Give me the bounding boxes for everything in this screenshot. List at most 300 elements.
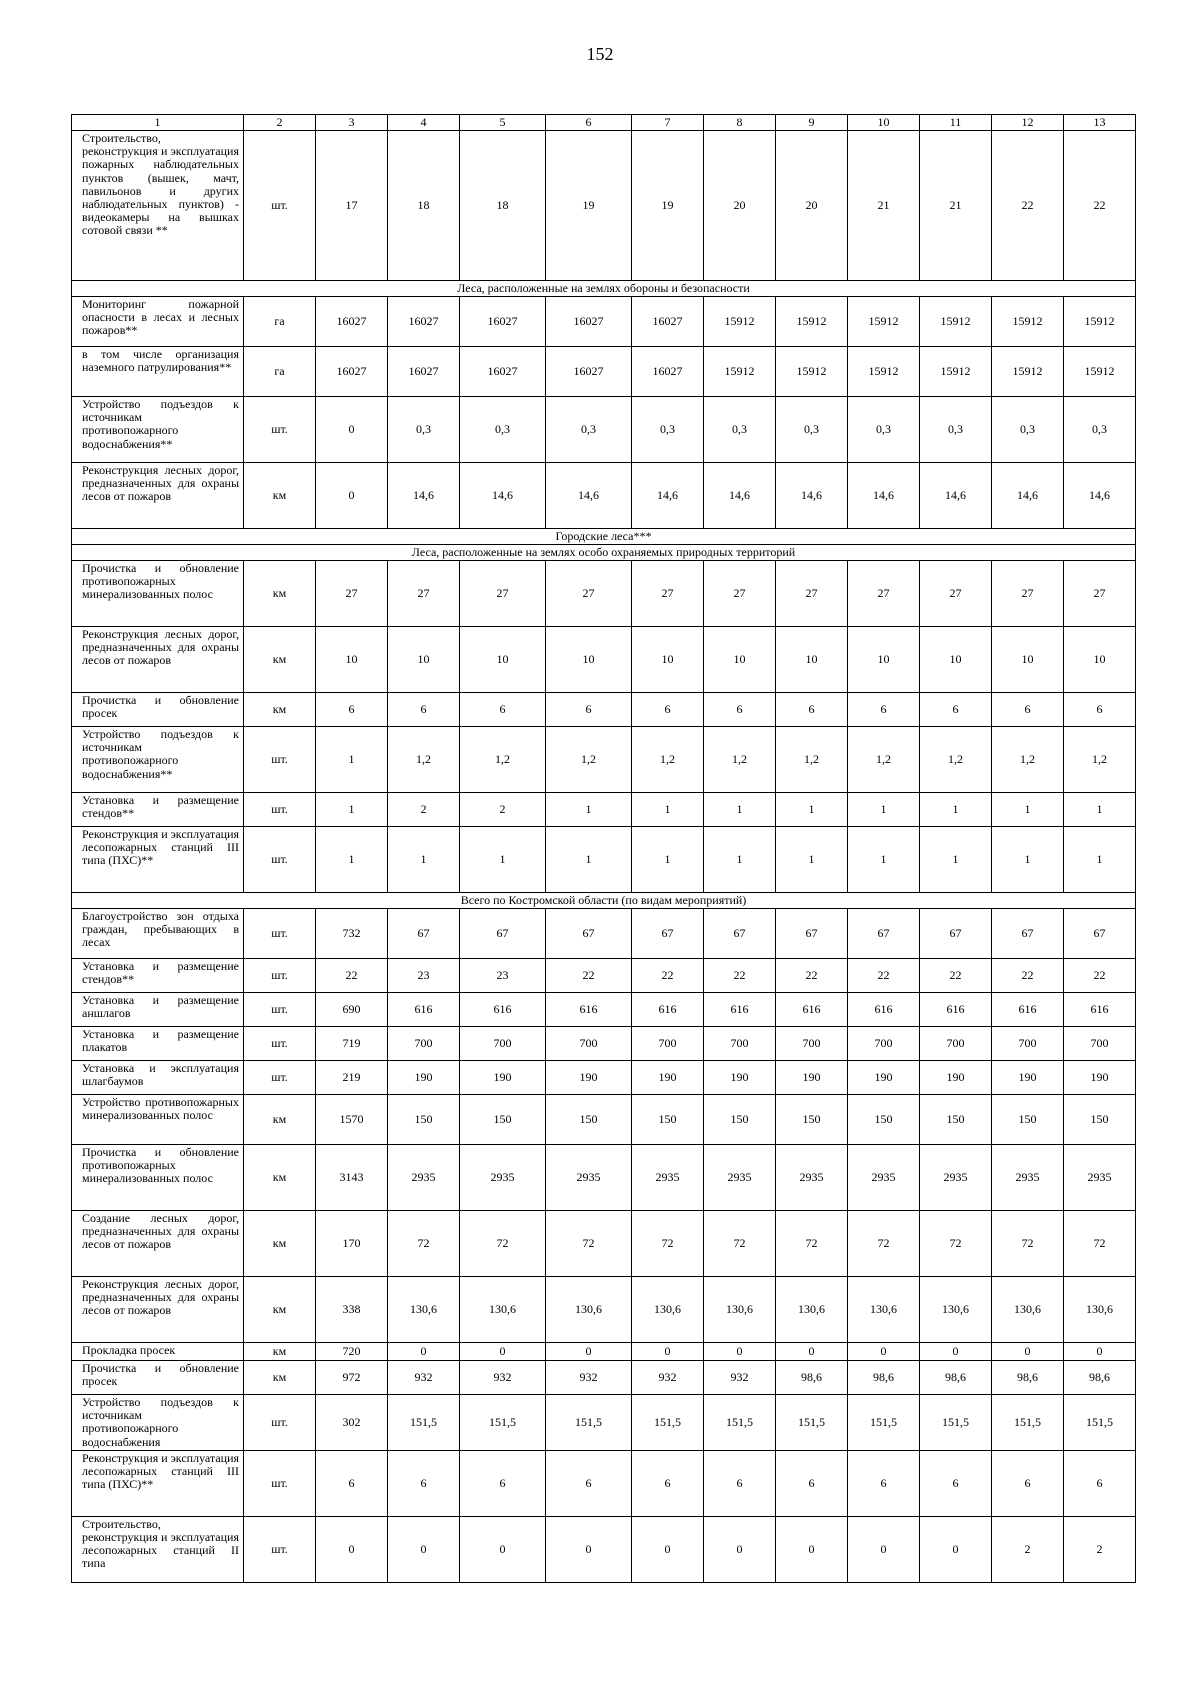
value-cell: 27 xyxy=(316,561,388,627)
value-cell: 700 xyxy=(704,1027,776,1061)
value-cell: 6 xyxy=(546,1450,632,1516)
value-cell: 14,6 xyxy=(776,463,848,529)
value-cell: 27 xyxy=(776,561,848,627)
value-cell: 6 xyxy=(1064,693,1136,727)
value-cell: 1 xyxy=(460,827,546,893)
activity-name: Устройство подъездов к источникам противопожарного водоснабжения xyxy=(72,1395,244,1451)
value-cell: 14,6 xyxy=(460,463,546,529)
value-cell: 130,6 xyxy=(388,1277,460,1343)
value-cell: 16027 xyxy=(388,297,460,347)
section-title: Леса, расположенные на землях обороны и безопасности xyxy=(72,281,1136,297)
value-cell: 2935 xyxy=(632,1145,704,1211)
value-cell: 1,2 xyxy=(776,727,848,793)
unit-cell: км xyxy=(244,1145,316,1211)
value-cell: 932 xyxy=(704,1361,776,1395)
value-cell: 1,2 xyxy=(992,727,1064,793)
value-cell: 1,2 xyxy=(920,727,992,793)
value-cell: 0 xyxy=(460,1343,546,1361)
activity-name: Благоустройство зон отдыха граждан, пребывающих в лесах xyxy=(72,909,244,959)
value-cell: 700 xyxy=(776,1027,848,1061)
value-cell: 0,3 xyxy=(776,397,848,463)
value-cell: 190 xyxy=(848,1061,920,1095)
unit-cell: км xyxy=(244,1343,316,1361)
value-cell: 16027 xyxy=(632,297,704,347)
value-cell: 6 xyxy=(920,693,992,727)
value-cell: 0 xyxy=(316,463,388,529)
value-cell: 151,5 xyxy=(776,1395,848,1451)
value-cell: 151,5 xyxy=(704,1395,776,1451)
value-cell: 130,6 xyxy=(460,1277,546,1343)
value-cell: 16027 xyxy=(316,347,388,397)
unit-cell: шт. xyxy=(244,727,316,793)
value-cell: 98,6 xyxy=(1064,1361,1136,1395)
value-cell: 151,5 xyxy=(388,1395,460,1451)
value-cell: 2 xyxy=(1064,1516,1136,1582)
value-cell: 0 xyxy=(388,1516,460,1582)
value-cell: 67 xyxy=(992,909,1064,959)
activity-name: Установка и размещение стендов** xyxy=(72,793,244,827)
value-cell: 1,2 xyxy=(704,727,776,793)
table-row xyxy=(72,993,1136,1027)
value-cell: 72 xyxy=(388,1211,460,1277)
value-cell: 67 xyxy=(546,909,632,959)
value-cell: 18 xyxy=(460,131,546,281)
value-cell: 6 xyxy=(776,693,848,727)
value-cell: 15912 xyxy=(1064,347,1136,397)
value-cell: 130,6 xyxy=(704,1277,776,1343)
value-cell: 1 xyxy=(992,827,1064,893)
value-cell: 6 xyxy=(1064,1450,1136,1516)
value-cell: 2935 xyxy=(388,1145,460,1211)
section-title: Городские леса*** xyxy=(72,529,1136,545)
value-cell: 130,6 xyxy=(1064,1277,1136,1343)
data-table xyxy=(71,114,1136,1583)
value-cell: 1,2 xyxy=(460,727,546,793)
value-cell: 22 xyxy=(316,959,388,993)
activity-name: Установка и размещение плакатов xyxy=(72,1027,244,1061)
unit-cell: шт. xyxy=(244,959,316,993)
activity-name: в том числе организация наземного патрулирования** xyxy=(72,347,244,397)
value-cell: 1 xyxy=(920,827,992,893)
value-cell: 98,6 xyxy=(848,1361,920,1395)
value-cell: 151,5 xyxy=(632,1395,704,1451)
value-cell: 0 xyxy=(546,1343,632,1361)
column-header: 3 xyxy=(316,115,388,131)
value-cell: 27 xyxy=(992,561,1064,627)
unit-cell: шт. xyxy=(244,1516,316,1582)
value-cell: 2 xyxy=(992,1516,1064,1582)
value-cell: 14,6 xyxy=(992,463,1064,529)
value-cell: 151,5 xyxy=(848,1395,920,1451)
column-header: 8 xyxy=(704,115,776,131)
value-cell: 0 xyxy=(1064,1343,1136,1361)
value-cell: 0 xyxy=(388,1343,460,1361)
table-row xyxy=(72,1516,1136,1582)
table-row xyxy=(72,561,1136,627)
table-row xyxy=(72,1343,1136,1361)
value-cell: 130,6 xyxy=(848,1277,920,1343)
value-cell: 72 xyxy=(920,1211,992,1277)
value-cell: 616 xyxy=(632,993,704,1027)
value-cell: 14,6 xyxy=(920,463,992,529)
column-header: 7 xyxy=(632,115,704,131)
table-row xyxy=(72,1061,1136,1095)
value-cell: 6 xyxy=(460,693,546,727)
section-header-row xyxy=(72,529,1136,545)
value-cell: 6 xyxy=(704,1450,776,1516)
value-cell: 6 xyxy=(316,693,388,727)
unit-cell: км xyxy=(244,561,316,627)
unit-cell: км xyxy=(244,463,316,529)
value-cell: 0,3 xyxy=(460,397,546,463)
column-header: 2 xyxy=(244,115,316,131)
value-cell: 1 xyxy=(316,827,388,893)
value-cell: 151,5 xyxy=(1064,1395,1136,1451)
value-cell: 972 xyxy=(316,1361,388,1395)
unit-cell: км xyxy=(244,693,316,727)
activity-name: Установка и размещение стендов** xyxy=(72,959,244,993)
value-cell: 15912 xyxy=(992,297,1064,347)
value-cell: 15912 xyxy=(848,297,920,347)
section-header-row xyxy=(72,893,1136,909)
value-cell: 10 xyxy=(316,627,388,693)
value-cell: 0,3 xyxy=(546,397,632,463)
value-cell: 67 xyxy=(460,909,546,959)
value-cell: 1 xyxy=(546,793,632,827)
value-cell: 150 xyxy=(848,1095,920,1145)
unit-cell: шт. xyxy=(244,1061,316,1095)
activity-name: Реконструкция и эксплуатация лесопожарных станций III типа (ПХС)** xyxy=(72,827,244,893)
value-cell: 700 xyxy=(546,1027,632,1061)
value-cell: 2935 xyxy=(704,1145,776,1211)
value-cell: 0 xyxy=(460,1516,546,1582)
value-cell: 10 xyxy=(704,627,776,693)
value-cell: 14,6 xyxy=(632,463,704,529)
value-cell: 10 xyxy=(632,627,704,693)
value-cell: 6 xyxy=(546,693,632,727)
table-row xyxy=(72,727,1136,793)
column-header: 1 xyxy=(72,115,244,131)
value-cell: 67 xyxy=(388,909,460,959)
value-cell: 1 xyxy=(632,827,704,893)
value-cell: 6 xyxy=(632,693,704,727)
value-cell: 150 xyxy=(1064,1095,1136,1145)
column-header: 13 xyxy=(1064,115,1136,131)
unit-cell: шт. xyxy=(244,1450,316,1516)
value-cell: 16027 xyxy=(632,347,704,397)
value-cell: 170 xyxy=(316,1211,388,1277)
value-cell: 67 xyxy=(776,909,848,959)
value-cell: 10 xyxy=(388,627,460,693)
unit-cell: км xyxy=(244,1095,316,1145)
table-row xyxy=(72,627,1136,693)
value-cell: 0,3 xyxy=(848,397,920,463)
activity-name: Прочистка и обновление просек xyxy=(72,693,244,727)
value-cell: 0 xyxy=(992,1343,1064,1361)
unit-cell: га xyxy=(244,297,316,347)
table-body xyxy=(72,115,1136,1583)
value-cell: 932 xyxy=(388,1361,460,1395)
value-cell: 21 xyxy=(920,131,992,281)
value-cell: 98,6 xyxy=(920,1361,992,1395)
value-cell: 27 xyxy=(704,561,776,627)
value-cell: 1,2 xyxy=(848,727,920,793)
value-cell: 67 xyxy=(704,909,776,959)
value-cell: 190 xyxy=(1064,1061,1136,1095)
table-row xyxy=(72,1277,1136,1343)
value-cell: 0 xyxy=(632,1516,704,1582)
value-cell: 190 xyxy=(388,1061,460,1095)
unit-cell: км xyxy=(244,1361,316,1395)
table-row xyxy=(72,1095,1136,1145)
value-cell: 20 xyxy=(776,131,848,281)
table-row xyxy=(72,397,1136,463)
unit-cell: шт. xyxy=(244,1395,316,1451)
value-cell: 1,2 xyxy=(546,727,632,793)
column-header: 6 xyxy=(546,115,632,131)
value-cell: 10 xyxy=(460,627,546,693)
value-cell: 1,2 xyxy=(1064,727,1136,793)
value-cell: 14,6 xyxy=(388,463,460,529)
value-cell: 10 xyxy=(992,627,1064,693)
value-cell: 1 xyxy=(704,827,776,893)
value-cell: 1 xyxy=(704,793,776,827)
value-cell: 27 xyxy=(848,561,920,627)
column-header: 10 xyxy=(848,115,920,131)
value-cell: 2935 xyxy=(1064,1145,1136,1211)
value-cell: 22 xyxy=(632,959,704,993)
value-cell: 190 xyxy=(460,1061,546,1095)
value-cell: 700 xyxy=(632,1027,704,1061)
section-header-row xyxy=(72,545,1136,561)
table-row xyxy=(72,793,1136,827)
value-cell: 0,3 xyxy=(632,397,704,463)
value-cell: 700 xyxy=(848,1027,920,1061)
section-header-row xyxy=(72,281,1136,297)
value-cell: 16027 xyxy=(460,297,546,347)
value-cell: 0,3 xyxy=(704,397,776,463)
value-cell: 6 xyxy=(992,693,1064,727)
value-cell: 1 xyxy=(920,793,992,827)
value-cell: 150 xyxy=(920,1095,992,1145)
column-header: 11 xyxy=(920,115,992,131)
value-cell: 6 xyxy=(632,1450,704,1516)
value-cell: 6 xyxy=(316,1450,388,1516)
unit-cell: шт. xyxy=(244,827,316,893)
value-cell: 1 xyxy=(316,793,388,827)
value-cell: 190 xyxy=(920,1061,992,1095)
value-cell: 15912 xyxy=(920,347,992,397)
value-cell: 700 xyxy=(1064,1027,1136,1061)
value-cell: 15912 xyxy=(992,347,1064,397)
value-cell: 0,3 xyxy=(992,397,1064,463)
value-cell: 27 xyxy=(1064,561,1136,627)
unit-cell: шт. xyxy=(244,131,316,281)
value-cell: 932 xyxy=(460,1361,546,1395)
value-cell: 16027 xyxy=(546,347,632,397)
value-cell: 732 xyxy=(316,909,388,959)
value-cell: 72 xyxy=(632,1211,704,1277)
value-cell: 0 xyxy=(848,1516,920,1582)
unit-cell: га xyxy=(244,347,316,397)
activity-name: Прочистка и обновление просек xyxy=(72,1361,244,1395)
value-cell: 0 xyxy=(704,1343,776,1361)
value-cell: 72 xyxy=(546,1211,632,1277)
activity-name: Строительство, реконструкция и эксплуатация пожарных наблюдательных пунктов (вышек, мачт, павильонов и других наблюдательных пунктов) - видеокамеры на вышках сотовой связи ** xyxy=(72,131,244,281)
value-cell: 0 xyxy=(920,1516,992,1582)
value-cell: 2 xyxy=(388,793,460,827)
value-cell: 15912 xyxy=(1064,297,1136,347)
value-cell: 0 xyxy=(316,1516,388,1582)
value-cell: 1 xyxy=(776,793,848,827)
unit-cell: шт. xyxy=(244,397,316,463)
value-cell: 6 xyxy=(848,693,920,727)
value-cell: 1 xyxy=(1064,827,1136,893)
value-cell: 720 xyxy=(316,1343,388,1361)
unit-cell: км xyxy=(244,1277,316,1343)
value-cell: 150 xyxy=(704,1095,776,1145)
value-cell: 2 xyxy=(460,793,546,827)
value-cell: 22 xyxy=(1064,959,1136,993)
value-cell: 15912 xyxy=(704,347,776,397)
value-cell: 15912 xyxy=(704,297,776,347)
value-cell: 616 xyxy=(776,993,848,1027)
value-cell: 10 xyxy=(546,627,632,693)
value-cell: 98,6 xyxy=(992,1361,1064,1395)
value-cell: 2935 xyxy=(460,1145,546,1211)
table-row xyxy=(72,1361,1136,1395)
value-cell: 1570 xyxy=(316,1095,388,1145)
value-cell: 18 xyxy=(388,131,460,281)
value-cell: 22 xyxy=(848,959,920,993)
value-cell: 190 xyxy=(704,1061,776,1095)
value-cell: 14,6 xyxy=(704,463,776,529)
table-row xyxy=(72,959,1136,993)
value-cell: 130,6 xyxy=(776,1277,848,1343)
value-cell: 616 xyxy=(546,993,632,1027)
value-cell: 72 xyxy=(992,1211,1064,1277)
table-row xyxy=(72,1027,1136,1061)
value-cell: 150 xyxy=(546,1095,632,1145)
value-cell: 15912 xyxy=(776,347,848,397)
value-cell: 1 xyxy=(316,727,388,793)
activity-name: Устройство противопожарных минерализованных полос xyxy=(72,1095,244,1145)
table-row xyxy=(72,297,1136,347)
value-cell: 2935 xyxy=(920,1145,992,1211)
value-cell: 190 xyxy=(632,1061,704,1095)
activity-name: Прочистка и обновление противопожарных минерализованных полос xyxy=(72,561,244,627)
activity-name: Реконструкция лесных дорог, предназначенных для охраны лесов от пожаров xyxy=(72,627,244,693)
value-cell: 67 xyxy=(920,909,992,959)
value-cell: 2935 xyxy=(546,1145,632,1211)
value-cell: 700 xyxy=(460,1027,546,1061)
value-cell: 72 xyxy=(1064,1211,1136,1277)
value-cell: 23 xyxy=(460,959,546,993)
value-cell: 0 xyxy=(776,1516,848,1582)
table-row xyxy=(72,909,1136,959)
value-cell: 6 xyxy=(460,1450,546,1516)
value-cell: 16027 xyxy=(460,347,546,397)
value-cell: 2935 xyxy=(848,1145,920,1211)
value-cell: 2935 xyxy=(776,1145,848,1211)
value-cell: 151,5 xyxy=(992,1395,1064,1451)
activity-name: Создание лесных дорог, предназначенных для охраны лесов от пожаров xyxy=(72,1211,244,1277)
value-cell: 14,6 xyxy=(848,463,920,529)
table-row xyxy=(72,131,1136,281)
value-cell: 130,6 xyxy=(546,1277,632,1343)
value-cell: 22 xyxy=(546,959,632,993)
table-row xyxy=(72,1145,1136,1211)
value-cell: 130,6 xyxy=(920,1277,992,1343)
value-cell: 190 xyxy=(776,1061,848,1095)
value-cell: 700 xyxy=(920,1027,992,1061)
value-cell: 690 xyxy=(316,993,388,1027)
table-row xyxy=(72,1211,1136,1277)
value-cell: 0,3 xyxy=(1064,397,1136,463)
value-cell: 338 xyxy=(316,1277,388,1343)
value-cell: 22 xyxy=(992,959,1064,993)
unit-cell: шт. xyxy=(244,993,316,1027)
value-cell: 150 xyxy=(776,1095,848,1145)
value-cell: 1 xyxy=(1064,793,1136,827)
value-cell: 1,2 xyxy=(388,727,460,793)
value-cell: 700 xyxy=(992,1027,1064,1061)
value-cell: 932 xyxy=(546,1361,632,1395)
value-cell: 616 xyxy=(388,993,460,1027)
value-cell: 0 xyxy=(776,1343,848,1361)
value-cell: 6 xyxy=(992,1450,1064,1516)
page-number: 152 xyxy=(586,44,614,64)
value-cell: 22 xyxy=(776,959,848,993)
value-cell: 700 xyxy=(388,1027,460,1061)
value-cell: 27 xyxy=(546,561,632,627)
value-cell: 72 xyxy=(460,1211,546,1277)
column-header: 5 xyxy=(460,115,546,131)
value-cell: 16027 xyxy=(316,297,388,347)
value-cell: 616 xyxy=(920,993,992,1027)
value-cell: 0,3 xyxy=(388,397,460,463)
column-header: 12 xyxy=(992,115,1064,131)
value-cell: 219 xyxy=(316,1061,388,1095)
value-cell: 302 xyxy=(316,1395,388,1451)
value-cell: 719 xyxy=(316,1027,388,1061)
value-cell: 1,2 xyxy=(632,727,704,793)
unit-cell: км xyxy=(244,627,316,693)
value-cell: 616 xyxy=(848,993,920,1027)
value-cell: 14,6 xyxy=(1064,463,1136,529)
activity-name: Реконструкция лесных дорог, предназначенных для охраны лесов от пожаров xyxy=(72,1277,244,1343)
value-cell: 22 xyxy=(1064,131,1136,281)
value-cell: 6 xyxy=(704,693,776,727)
value-cell: 150 xyxy=(992,1095,1064,1145)
value-cell: 0 xyxy=(920,1343,992,1361)
value-cell: 1 xyxy=(776,827,848,893)
activity-name: Прокладка просек xyxy=(72,1343,244,1361)
value-cell: 6 xyxy=(388,1450,460,1516)
value-cell: 10 xyxy=(776,627,848,693)
value-cell: 22 xyxy=(920,959,992,993)
value-cell: 27 xyxy=(460,561,546,627)
value-cell: 616 xyxy=(704,993,776,1027)
unit-cell: шт. xyxy=(244,1027,316,1061)
value-cell: 0 xyxy=(848,1343,920,1361)
value-cell: 72 xyxy=(848,1211,920,1277)
value-cell: 27 xyxy=(632,561,704,627)
value-cell: 150 xyxy=(388,1095,460,1145)
value-cell: 14,6 xyxy=(546,463,632,529)
unit-cell: шт. xyxy=(244,793,316,827)
table-row xyxy=(72,1395,1136,1451)
